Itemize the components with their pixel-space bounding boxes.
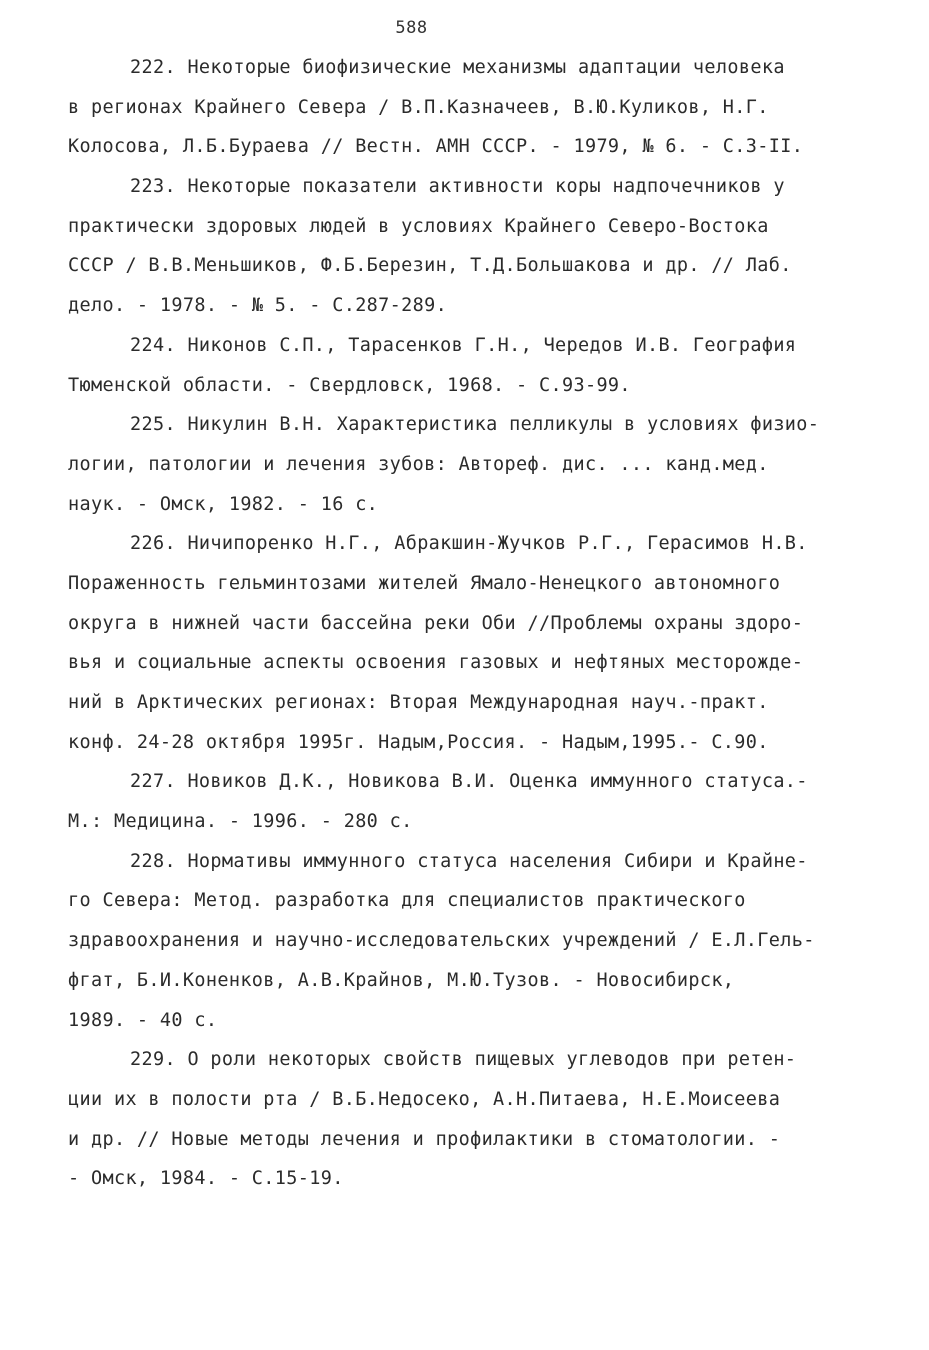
entry-line: 227. Новиков Д.К., Новикова В.И. Оценка иммунного статуса.- (130, 771, 808, 793)
entry-line: Тюменской области. - Свердловск, 1968. - С.93-99. (68, 374, 631, 396)
bibliography-entry (68, 167, 868, 326)
entry-line: фгат, Б.И.Коненков, А.В.Крайнов, М.Ю.Тузов. - Новосибирск, (68, 969, 735, 991)
entry-line: Колосова, Л.Б.Бураева // Вестн. АМН СССР. - 1979, № 6. - С.3-II. (68, 136, 804, 158)
bibliography-entry (68, 48, 868, 167)
entry-line: дело. - 1978. - № 5. - С.287-289. (68, 295, 448, 317)
entry-line: Пораженность гельминтозами жителей Ямало-Ненецкого автономного (68, 572, 781, 594)
entry-line: 1989. - 40 с. (68, 1009, 218, 1031)
entry-line: вья и социальные аспекты освоения газовых и нефтяных месторожде- (68, 652, 804, 674)
bibliography-entry (68, 326, 868, 405)
entry-line: 225. Никулин В.Н. Характеристика пелликулы в условиях физио- (130, 414, 820, 436)
entry-line: практически здоровых людей в условиях Крайнего Северо-Востока (68, 215, 769, 237)
entry-line: конф. 24-28 октября 1995г. Надым,Россия. - Надым,1995.- С.90. (68, 731, 769, 753)
page-number: 588 (395, 18, 428, 38)
entry-line: СССР / В.В.Меньшиков, Ф.Б.Березин, Т.Д.Большакова и др. // Лаб. (68, 255, 792, 277)
entry-line: ции их в полости рта / В.Б.Недосеко, А.Н.Питаева, Н.Е.Моисеева (68, 1088, 781, 1110)
bibliography-list (68, 48, 868, 1199)
entry-line: наук. - Омск, 1982. - 16 с. (68, 493, 379, 515)
entry-line: 228. Нормативы иммунного статуса населения Сибири и Крайне- (130, 850, 808, 872)
entry-line: - Омск, 1984. - С.15-19. (68, 1168, 344, 1190)
entry-line: 223. Некоторые показатели активности коры надпочечников у (130, 176, 785, 198)
entry-line: логии, патологии и лечения зубов: Автореф. дис. ... канд.мед. (68, 453, 769, 475)
entry-line: ний в Арктических регионах: Вторая Международная науч.-практ. (68, 692, 769, 713)
entry-line: М.: Медицина. - 1996. - 280 с. (68, 811, 413, 833)
bibliography-entry (68, 524, 868, 762)
entry-line: округа в нижней части бассейна реки Оби //Проблемы охраны здоро- (68, 612, 804, 634)
entry-line: 222. Некоторые биофизические механизмы адаптации человека (130, 57, 785, 78)
bibliography-entry (68, 762, 868, 841)
bibliography-entry (68, 1040, 868, 1199)
bibliography-entry (68, 842, 868, 1040)
entry-line: в регионах Крайнего Севера / В.П.Казначеев, В.Ю.Куликов, Н.Г. (68, 96, 769, 118)
entry-line: здравоохранения и научно-исследовательских учреждений / Е.Л.Гель- (68, 930, 815, 952)
entry-line: го Севера: Метод. разработка для специалистов практического (68, 890, 746, 912)
entry-line: 226. Ничипоренко Н.Г., Абракшин-Жучков Р.Г., Герасимов Н.В. (130, 533, 808, 555)
bibliography-entry (68, 405, 868, 524)
entry-line: 229. О роли некоторых свойств пищевых углеводов при ретен- (130, 1049, 797, 1071)
entry-line: и др. // Новые методы лечения и профилактики в стоматологии. - (68, 1128, 781, 1150)
entry-line: 224. Никонов С.П., Тарасенков Г.Н., Чередов И.В. География (130, 334, 797, 356)
